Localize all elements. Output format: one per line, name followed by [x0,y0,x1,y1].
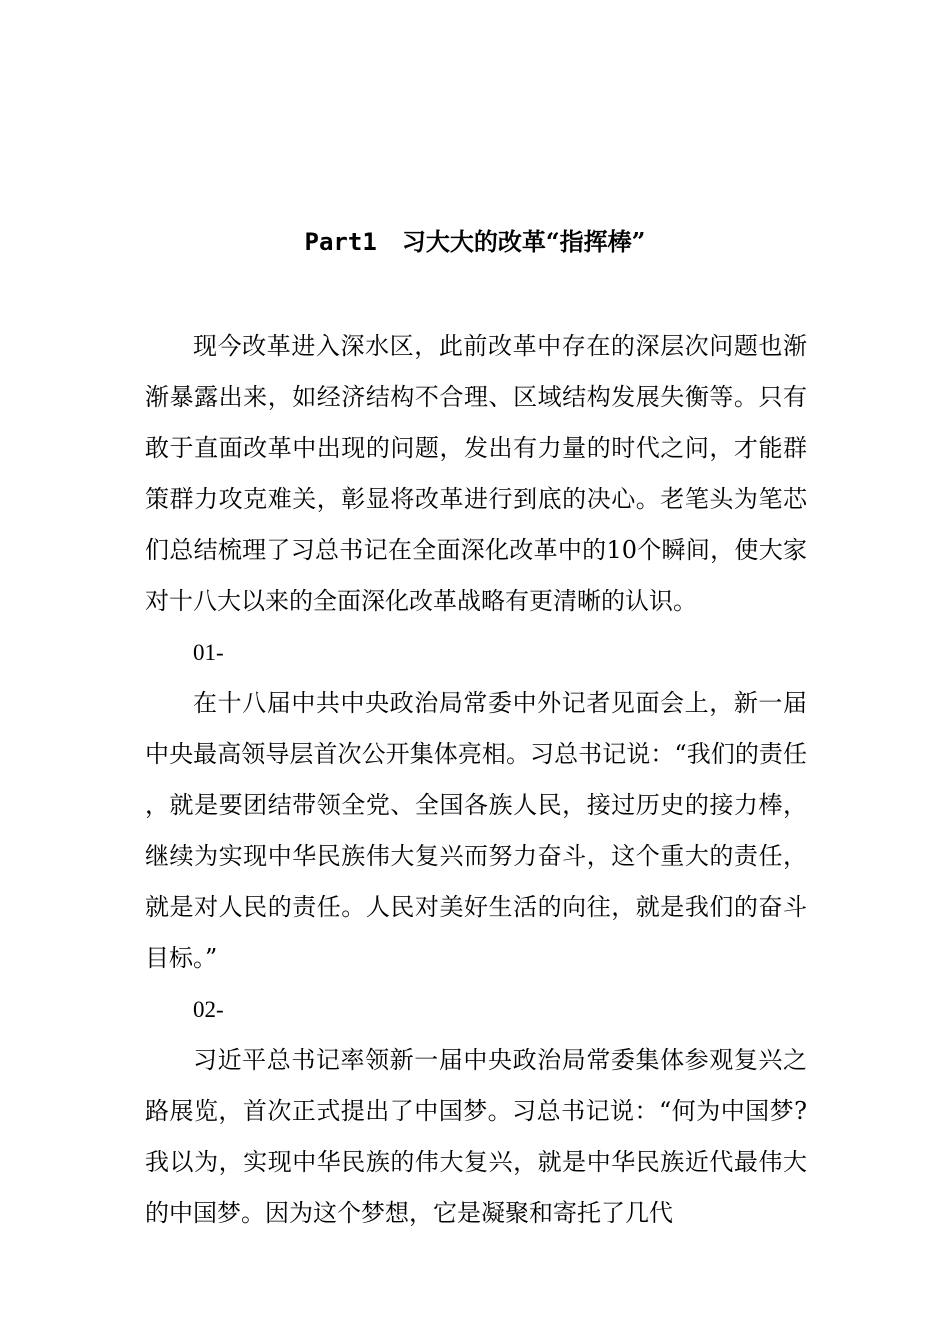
section-02-paragraph: 习近平总书记率领新一届中央政治局常委集体参观复兴之路展览，首次正式提出了中国梦。习总书记说：“何为中国梦?我以为，实现中华民族的伟大复兴，就是中华民族近代最伟大的中国梦。因为这个梦想，它是凝聚和寄托了几代 [145,1046,807,1227]
document-body [145,321,807,1239]
section-01-paragraph: 在十八届中共中央政治局常委中外记者见面会上，新一届中央最高领导层首次公开集体亮相。习总书记说：“我们的责任，就是要团结带领全党、全国各族人民，接过历史的接力棒，继续为实现中华民族伟大复兴而努力奋斗，这个重大的责任，就是对人民的责任。人民对美好生活的向往，就是我们的奋斗目标。” [145,689,807,972]
page-title [145,222,805,262]
intro-paragraph: 现今改革进入深水区，此前改革中存在的深层次问题也渐渐暴露出来，如经济结构不合理、区域结构发展失衡等。只有敢于直面改革中出现的问题，发出有力量的时代之问，才能群策群力攻克难关，彰显将改革进行到底的决心。老笔头为笔芯们总结梳理了习总书记在全面深化改革中的10个瞬间，使大家对十八大以来的全面深化改革战略有更清晰的认识。 [145,332,807,615]
section-marker-01: 01- [193,640,224,665]
section-marker-02: 02- [193,997,224,1022]
title-main: 习大大的改革“指挥棒” [401,227,646,256]
title-prefix: Part1 [304,228,377,256]
